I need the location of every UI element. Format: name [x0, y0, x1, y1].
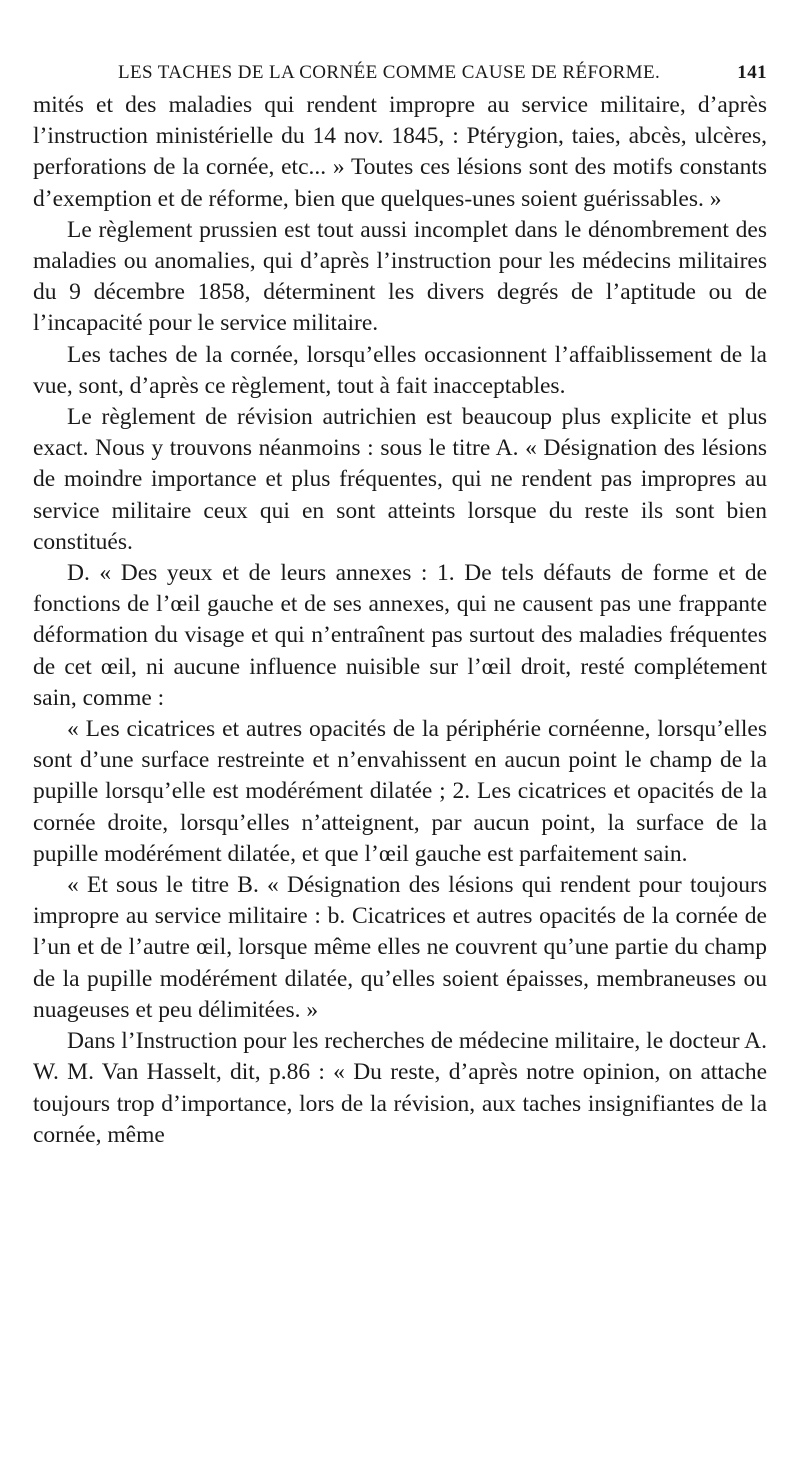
running-title: LES TACHES DE LA CORNÉE COMME CAUSE DE RÉFORME. [118, 62, 661, 83]
paragraph: « Les cicatrices et autres opacités de la périphérie cornéenne, lorsqu’elles sont d’une surface restreinte et n’envahissent en aucun point le champ de la pupille lorsqu’elle est modérément dilatée ; 2. Les cicatrices et opacités de la cornée droite, lorsqu’elles n’atteignent, par aucun point, la surface de la pupille modérément dilatée, et que l’œil gauche est parfaitement sain. [33, 716, 767, 867]
running-header [33, 54, 767, 84]
paragraph: Les taches de la cornée, lorsqu’elles occasionnent l’affaiblissement de la vue, sont, d’après ce règlement, tout à fait inacceptables. [33, 341, 767, 399]
paragraph: D. « Des yeux et de leurs annexes : 1. De tels défauts de forme et de fonctions de l’œil gauche et de ses annexes, qui ne causent pas une frappante déformation du visage et qui n’entraînent pas surtout des maladies fréquentes de cet œil, ni aucune influence nuisible sur l’œil droit, resté complétement sain, comme : [33, 560, 767, 711]
paragraph: « Et sous le titre B. « Désignation des lésions qui rendent pour toujours impropre au service militaire : b. Cicatrices et autres opacités de la cornée de l’un et de l’autre œil, lorsque même elles ne couvrent qu’une partie du champ de la pupille modérément dilatée, qu’elles soient épaisses, membraneuses ou nuageuses et peu délimitées. » [33, 872, 767, 1023]
paragraph: Dans l’Instruction pour les recherches de médecine militaire, le docteur A. W. M. Van Hasselt, dit, p.86 : « Du reste, d’après notre opinion, on attache toujours trop d’importance, lors de la révision, aux taches insignifiantes de la cornée, même [33, 1028, 767, 1148]
document-page [33, 54, 767, 1151]
page-number: 141 [737, 62, 767, 83]
body-text [33, 90, 767, 1151]
paragraph: Le règlement prussien est tout aussi incomplet dans le dénombrement des maladies ou anomalies, qui d’après l’instruction pour les médecins militaires du 9 décembre 1858, déterminent les divers degrés de l’aptitude ou de l’incapacité pour le service militaire. [33, 216, 767, 337]
paragraph: mités et des maladies qui rendent impropre au service militaire, d’après l’instruction ministérielle du 14 nov. 1845, : Ptérygion, taies, abcès, ulcères, perforations de la cornée, etc... » Toutes ces lésions sont des motifs constants d’exemption et de réforme, bien que quelques-unes soient guérissables. » [33, 92, 767, 212]
paragraph: Le règlement de révision autrichien est beaucoup plus explicite et plus exact. Nous y trouvons néanmoins : sous le titre A. « Désignation des lésions de moindre importance et plus fréquentes, qui ne rendent pas impropres au service militaire ceux qui en sont atteints lorsque du reste ils sont bien constitués. [33, 404, 767, 555]
